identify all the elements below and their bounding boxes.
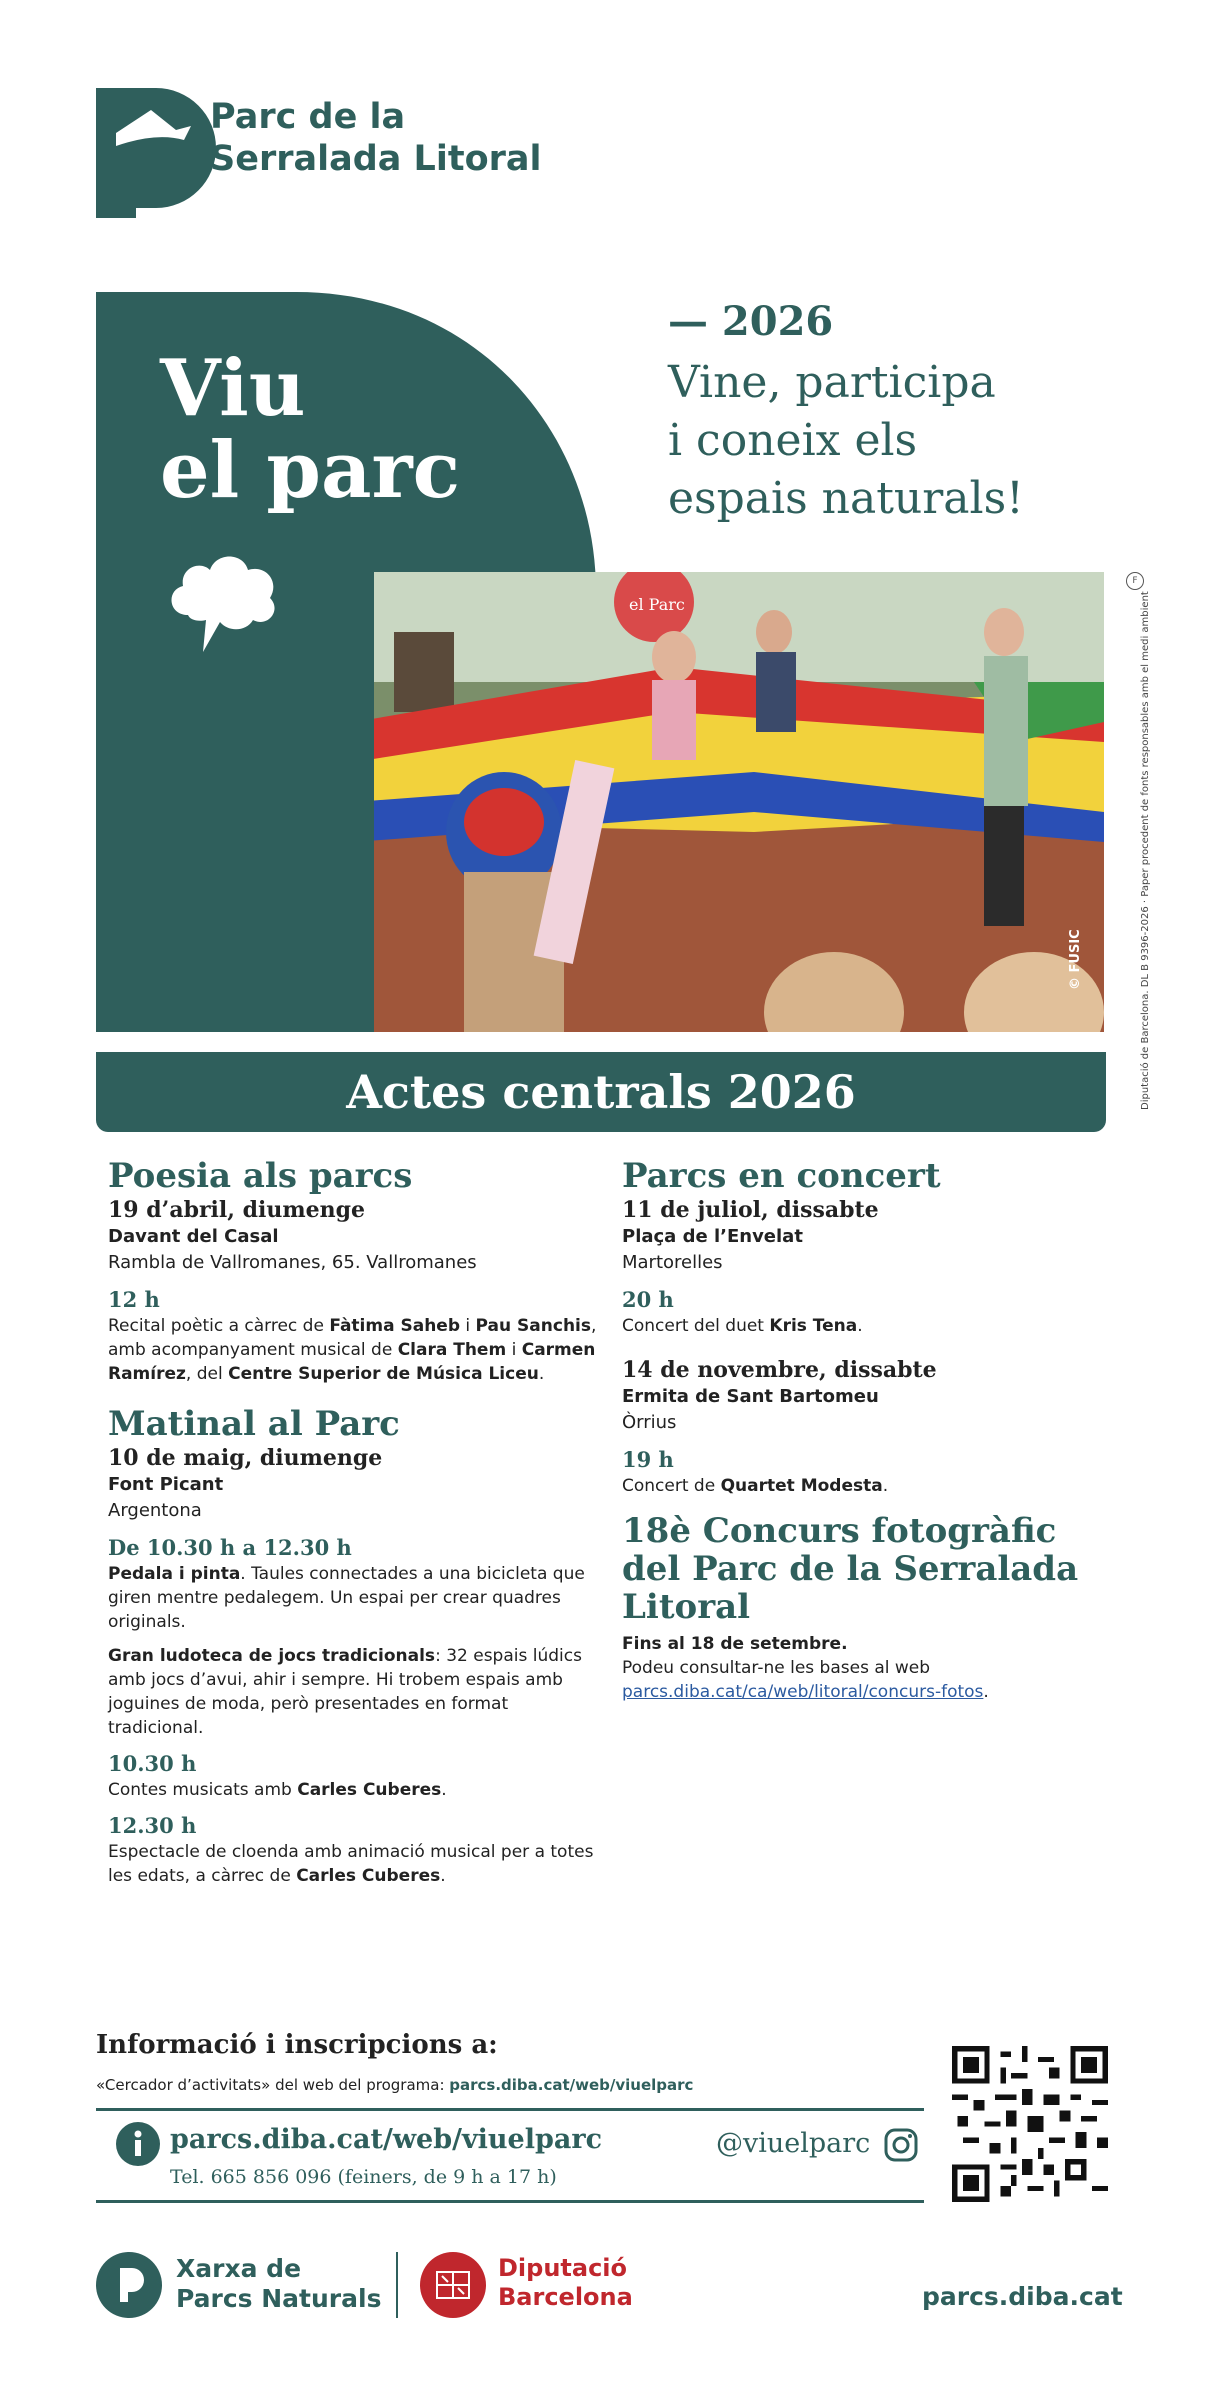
- event-date: 10 de maig, diumenge: [108, 1445, 383, 1471]
- event-time: 12.30 h: [108, 1813, 197, 1838]
- diputacio-line1: Diputació: [498, 2254, 628, 2282]
- event-date: 19 d’abril, diumenge: [108, 1197, 365, 1223]
- speech-cloud-icon: [158, 540, 288, 660]
- contest-description: Podeu consultar-ne les bases al web: [622, 1658, 931, 1678]
- event-place: Plaça de l’Envelat: [622, 1226, 803, 1247]
- tagline-line3: espais naturals!: [668, 473, 1024, 524]
- contest-title: 18è Concurs fotogràfic del Parc de la Serralada Litoral: [622, 1511, 1079, 1627]
- events-right-column: [622, 1156, 1112, 1704]
- event-date: 11 de juliol, dissabte: [622, 1197, 879, 1223]
- xarxa-text: [176, 2254, 381, 2314]
- info-title: Informació i inscripcions a:: [96, 2030, 498, 2060]
- event-address: Argentona: [108, 1500, 202, 1521]
- tagline-line1: Vine, participa: [668, 357, 996, 408]
- event-title: Parcs en concert: [622, 1156, 941, 1196]
- banner-title: Actes centrals 2026: [346, 1065, 856, 1119]
- event-description: Concert de Quartet Modesta.: [622, 1476, 889, 1496]
- event-place: Font Picant: [108, 1474, 224, 1495]
- event-time: 10.30 h: [108, 1751, 197, 1776]
- photo-credit: © FUSIC: [1068, 929, 1083, 990]
- diputacio-line2: Barcelona: [498, 2283, 633, 2311]
- footer-url[interactable]: parcs.diba.cat: [922, 2282, 1123, 2311]
- info-subtitle: «Cercador d’activitats» del web del programa: parcs.diba.cat/web/viuelparc: [96, 2076, 694, 2094]
- event-time: 12 h: [108, 1287, 160, 1312]
- qr-code[interactable]: [952, 2046, 1108, 2202]
- event-photo: [374, 572, 1104, 1032]
- side-note: Diputació de Barcelona. DL B 9396-2026 · Paper procedent de fonts responsables amb el medi ambient: [1140, 591, 1151, 1110]
- park-title-line1: Parc de la: [210, 97, 406, 137]
- info-sub-link[interactable]: parcs.diba.cat/web/viuelparc: [449, 2076, 694, 2094]
- tagline: [668, 354, 1098, 528]
- event-place: Davant del Casal: [108, 1226, 279, 1247]
- year-line: — 2026: [668, 298, 834, 345]
- hero-title-line1: Viu: [160, 343, 306, 434]
- side-badge: F: [1126, 572, 1144, 590]
- diputacio-logo-icon: [420, 2252, 486, 2318]
- event-place: Ermita de Sant Bartomeu: [622, 1386, 879, 1407]
- contest-deadline: Fins al 18 de setembre.: [622, 1634, 848, 1654]
- section-banner: [96, 1052, 1106, 1132]
- park-title-line2: Serralada Litoral: [210, 139, 542, 179]
- event-title: Poesia als parcs: [108, 1156, 413, 1196]
- event-address: Martorelles: [622, 1252, 723, 1273]
- diputacio-text: [498, 2254, 633, 2312]
- tagline-line2: i coneix els: [668, 415, 918, 466]
- divider: [96, 2108, 924, 2111]
- event-description: Recital poètic a càrrec de Fàtima Saheb i Pau Sanchis, amb acompanyament musical de Clara Them i Carmen Ramírez, del Centre Superior de Música Liceu.: [108, 1316, 597, 1384]
- xarxa-line1: Xarxa de: [176, 2254, 302, 2283]
- event-address: Òrrius: [622, 1412, 677, 1433]
- info-phone: Tel. 665 856 096 (feiners, de 9 h a 17 h): [170, 2166, 557, 2188]
- xarxa-line2: Parcs Naturals: [176, 2284, 382, 2313]
- divider: [396, 2252, 398, 2318]
- event-time: De 10.30 h a 12.30 h: [108, 1535, 352, 1560]
- instagram-icon[interactable]: [884, 2128, 918, 2162]
- event-address: Rambla de Vallromanes, 65. Vallromanes: [108, 1252, 477, 1273]
- event-description: Gran ludoteca de jocs tradicionals: 32 espais lúdics amb jocs d’avui, ahir i sempre. Hi trobem espais amb joguines de moda, però presentades en format tradicional.: [108, 1646, 582, 1738]
- event-title: Matinal al Parc: [108, 1404, 400, 1444]
- hero-title: [160, 343, 461, 516]
- hero-title-line2: el parc: [160, 425, 461, 516]
- event-time: 20 h: [622, 1287, 674, 1312]
- photo-banner-text: el Parc: [629, 595, 685, 614]
- contest-link-line: parcs.diba.cat/ca/web/litoral/concurs-fotos.: [622, 1682, 989, 1702]
- event-description: Contes musicats amb Carles Cuberes.: [108, 1780, 447, 1800]
- event-description: Pedala i pinta. Taules connectades a una bicicleta que giren mentre pedalegem. Un espai per crear quadres originals.: [108, 1564, 585, 1632]
- social-handle[interactable]: @viuelparc: [716, 2128, 871, 2159]
- xarxa-logo-icon: [96, 2252, 162, 2318]
- info-icon: [116, 2122, 160, 2166]
- event-description: Concert del duet Kris Tena.: [622, 1316, 863, 1336]
- contest-link[interactable]: parcs.diba.cat/ca/web/litoral/concurs-fotos: [622, 1682, 984, 1702]
- event-time: 19 h: [622, 1447, 674, 1472]
- info-url[interactable]: parcs.diba.cat/web/viuelparc: [170, 2124, 603, 2155]
- event-description: Espectacle de cloenda amb animació musical per a totes les edats, a càrrec de Carles Cuberes.: [108, 1842, 594, 1886]
- events-left-column: [108, 1156, 608, 1888]
- park-title: [210, 96, 542, 180]
- park-logo-icon: [96, 88, 226, 218]
- event-date: 14 de novembre, dissabte: [622, 1357, 937, 1383]
- divider: [96, 2200, 924, 2203]
